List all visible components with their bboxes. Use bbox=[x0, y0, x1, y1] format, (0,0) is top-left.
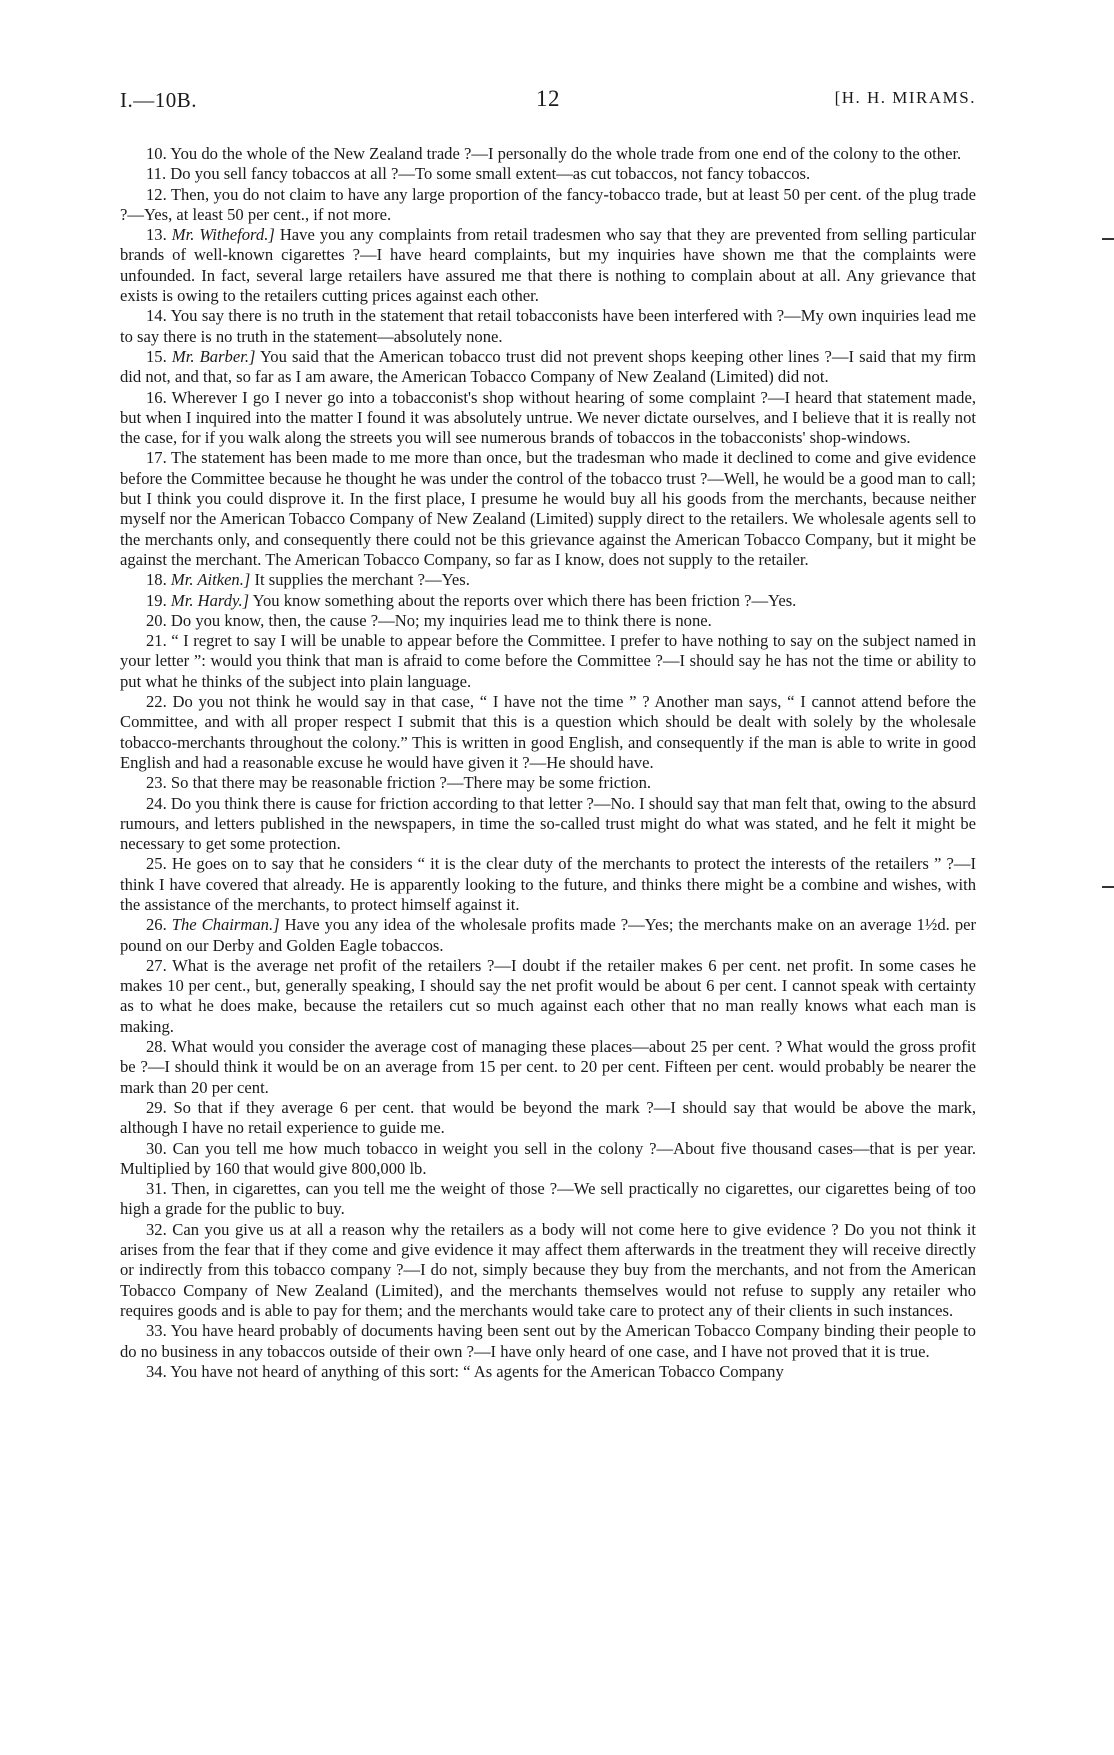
question-paragraph bbox=[120, 164, 976, 184]
question-text: You have heard probably of documents having been sent out by the American Tobacco Company binding their people to do no business in any tobaccos outside of their own ?—I have only heard of one case, and I have not proved that it is true. bbox=[120, 1321, 976, 1361]
question-number: 21. bbox=[146, 631, 167, 651]
question-paragraph bbox=[120, 1362, 976, 1382]
witness-name: [H. H. MIRAMS. bbox=[834, 88, 976, 107]
question-text: What would you consider the average cost of managing these places—about 25 per cent. ? What would the gross profit be ?—I should think it would be on an average from 15 per cent. to 20 per cent. Fifteen per cent. would probably be nearer the mark than 20 per cent. bbox=[120, 1037, 976, 1097]
question-number: 32. bbox=[146, 1219, 167, 1239]
question-text: You do the whole of the New Zealand trade ?—I personally do the whole trade from one end of the colony to the other. bbox=[170, 144, 962, 163]
question-number: 34. bbox=[146, 1361, 167, 1381]
question-paragraph bbox=[120, 144, 976, 164]
question-paragraph bbox=[120, 773, 976, 793]
question-text: Can you tell me how much tobacco in weight you sell in the colony ?—About five thousand cases—that is per year. Multiplied by 160 that would give 800,000 lb. bbox=[120, 1138, 976, 1178]
question-text: Do you know, then, the cause ?—No; my inquiries lead me to think there is none. bbox=[170, 610, 712, 630]
question-paragraph bbox=[120, 591, 976, 611]
question-paragraph bbox=[120, 225, 976, 306]
question-text: It supplies the merchant ?—Yes. bbox=[254, 570, 470, 590]
question-number: 16. bbox=[146, 387, 167, 407]
question-paragraph bbox=[120, 388, 976, 449]
question-text: He goes on to say that he considers “ it is the clear duty of the merchants to protect the interests of the retailers ” ?—I think I have covered that already. He is apparently looking to the future, and thinks there might be a combine and wishes, with the assistance of the merchants, to protect himself against it. bbox=[120, 854, 977, 914]
question-text: You have not heard of anything of this sort: “ As agents for the American Tobacco Company bbox=[170, 1361, 784, 1381]
question-paragraph bbox=[120, 854, 976, 915]
question-paragraph bbox=[120, 1321, 976, 1362]
speaker-name: Mr. Hardy.] bbox=[170, 590, 250, 610]
question-number: 14. bbox=[146, 306, 167, 326]
question-number: 25. bbox=[146, 854, 167, 874]
question-number: 29. bbox=[146, 1097, 167, 1117]
question-number: 19. bbox=[146, 590, 167, 610]
question-text: Do you sell fancy tobaccos at all ?—To some small extent—as cut tobaccos, not fancy tobaccos. bbox=[170, 164, 811, 184]
question-paragraph bbox=[120, 570, 976, 590]
question-paragraph bbox=[120, 347, 976, 388]
testimony-body bbox=[120, 144, 976, 1382]
question-paragraph bbox=[120, 1139, 976, 1180]
question-number: 31. bbox=[146, 1179, 167, 1199]
question-text: Do you not think he would say in that case, “ I have not the time ” ? Another man says, “ I cannot attend before the Committee, and with all proper respect I submit that this is a question which should be dealt with solely by the wholesale tobacco-merchants throughout the colony.” This is written in good English, and consequently if the man is able to write in good English and had a reasonable excuse he would have given it ?—He should have. bbox=[120, 692, 976, 772]
question-text: Have you any idea of the wholesale profits made ?—Yes; the merchants make on an average 1½d. per pound on our Derby and Golden Eagle tobaccos. bbox=[120, 915, 977, 955]
question-number: 15. bbox=[146, 346, 167, 366]
speaker-name: Mr. Aitken.] bbox=[170, 570, 251, 590]
question-number: 17. bbox=[146, 448, 167, 468]
question-number: 22. bbox=[146, 692, 167, 712]
page-number: 12 bbox=[536, 86, 560, 111]
question-text: You say there is no truth in the statement that retail tobacconists have been interfered with ?—My own inquiries lead me to say there is no truth in the statement—absolutely none. bbox=[120, 306, 976, 346]
speaker-name: Mr. Barber.] bbox=[171, 346, 256, 366]
question-paragraph bbox=[120, 956, 976, 1037]
speaker-name: The Chairman.] bbox=[171, 915, 280, 935]
question-number: 12. bbox=[146, 184, 167, 204]
margin-mark bbox=[1102, 886, 1114, 888]
question-text: “ I regret to say I will be unable to appear before the Committee. I prefer to have nothing to say on the subject named in your letter ”: would you think that man is afraid to come before the Committee ?—I should say he has not the time or ability to put what he thinks of the subject into plain language. bbox=[120, 631, 976, 691]
question-paragraph bbox=[120, 631, 976, 692]
page-header bbox=[120, 88, 976, 118]
question-paragraph bbox=[120, 611, 976, 631]
question-number: 10. bbox=[146, 144, 167, 163]
question-number: 26. bbox=[146, 915, 167, 935]
question-text: The statement has been made to me more than once, but the tradesman who made it declined to come and give evidence before the Committee because he thought he was under the control of the tobacco trust ?—Well, he would be a good man to call; but I think you could disprove it. In the first place, I presume he would buy all his goods from the merchants, because neither myself nor the American Tobacco Company of New Zealand (Limited) supply direct to the retailers. We wholesale agents sell to the merchants only, and consequently there could not be this grievance against the American Tobacco Company, but it might be against the merchant. The American Tobacco Company, so far as I know, does not supply to the retailer. bbox=[120, 448, 976, 569]
question-text: You know something about the reports over which there has been friction ?—Yes. bbox=[252, 590, 797, 610]
question-paragraph bbox=[120, 692, 976, 773]
question-number: 23. bbox=[146, 773, 167, 793]
question-paragraph bbox=[120, 448, 976, 570]
question-paragraph bbox=[120, 1098, 976, 1139]
question-number: 27. bbox=[146, 955, 167, 975]
question-paragraph bbox=[120, 1037, 976, 1098]
question-text: Then, you do not claim to have any large proportion of the fancy-tobacco trade, but at least 50 per cent. of the plug trade ?—Yes, at least 50 per cent., if not more. bbox=[120, 184, 976, 224]
question-text: Can you give us at all a reason why the retailers as a body will not come here to give evidence ? Do you not think it arises from the fear that if they come and give evidence it may affect them afterwards in the treatment they will receive directly or indirectly from this tobacco company ?—I do not, simply because they buy from the merchants, and not from the American Tobacco Company of New Zealand (Limited), and the merchants themselves would not refuse to supply any retailer who requires goods and is able to pay for them; and the merchants would take care to protect any of their clients in such instances. bbox=[120, 1219, 976, 1320]
question-text: Then, in cigarettes, can you tell me the weight of those ?—We sell practically no cigarettes, our cigarettes being of too high a grade for the public to buy. bbox=[120, 1179, 976, 1219]
question-number: 30. bbox=[146, 1138, 167, 1158]
question-text: So that if they average 6 per cent. that would be beyond the mark ?—I should say that would be above the mark, although I have no retail experience to guide me. bbox=[120, 1097, 976, 1138]
margin-mark bbox=[1102, 238, 1114, 240]
question-paragraph bbox=[120, 794, 976, 855]
question-number: 28. bbox=[146, 1037, 167, 1057]
question-paragraph bbox=[120, 185, 976, 226]
question-text: Wherever I go I never go into a tobacconist's shop without hearing of some complaint ?—I heard that statement made, but when I inquired into the matter I found it was absolutely untrue. We never dictate ourselves, and I believe that it is really not the case, for if you walk along the streets you will see numerous brands of tobaccos in the tobacconists' shop-windows. bbox=[120, 387, 976, 448]
question-number: 11. bbox=[146, 164, 167, 184]
question-number: 18. bbox=[146, 570, 167, 590]
question-text: You said that the American tobacco trust did not prevent shops keeping other lines ?—I said that my firm did not, and that, so far as I am aware, the American Tobacco Company of New Zealand (Limited) did not. bbox=[120, 346, 976, 387]
question-text: Do you think there is cause for friction according to that letter ?—No. I should say that man felt that, owing to the absurd rumours, and letters published in the newspapers, in time the so-called trust might do what was stated, and he felt it might be necessary to get some protection. bbox=[120, 793, 976, 854]
question-text: Have you any complaints from retail tradesmen who say that they are prevented from selling particular brands of well-known cigarettes ?—I have heard complaints, but my inquiries have shown me that the complaints were unfounded. In fact, several large retailers have assured me that there is nothing to complain about at all. Any grievance that exists is owing to the retailers cutting prices against each other. bbox=[120, 225, 977, 306]
question-text: What is the average net profit of the retailers ?—I doubt if the retailer makes 6 per cent. net profit. In some cases he makes 10 per cent., but, generally speaking, I should say the net profit would be about 6 per cent. I cannot speak with certainty as to what he does make, because the retailers cut so much against each other that no man really knows what each man is making. bbox=[120, 955, 976, 1036]
question-paragraph bbox=[120, 1179, 976, 1220]
speaker-name: Mr. Witheford.] bbox=[171, 225, 275, 245]
question-paragraph bbox=[120, 306, 976, 347]
question-number: 24. bbox=[146, 793, 167, 813]
question-number: 13. bbox=[146, 225, 167, 245]
question-paragraph bbox=[120, 915, 976, 956]
question-paragraph bbox=[120, 1220, 976, 1321]
question-text: So that there may be reasonable friction ?—There may be some friction. bbox=[170, 773, 652, 793]
question-number: 20. bbox=[146, 610, 167, 630]
document-reference: I.—10B. bbox=[120, 88, 197, 112]
question-number: 33. bbox=[146, 1321, 167, 1341]
